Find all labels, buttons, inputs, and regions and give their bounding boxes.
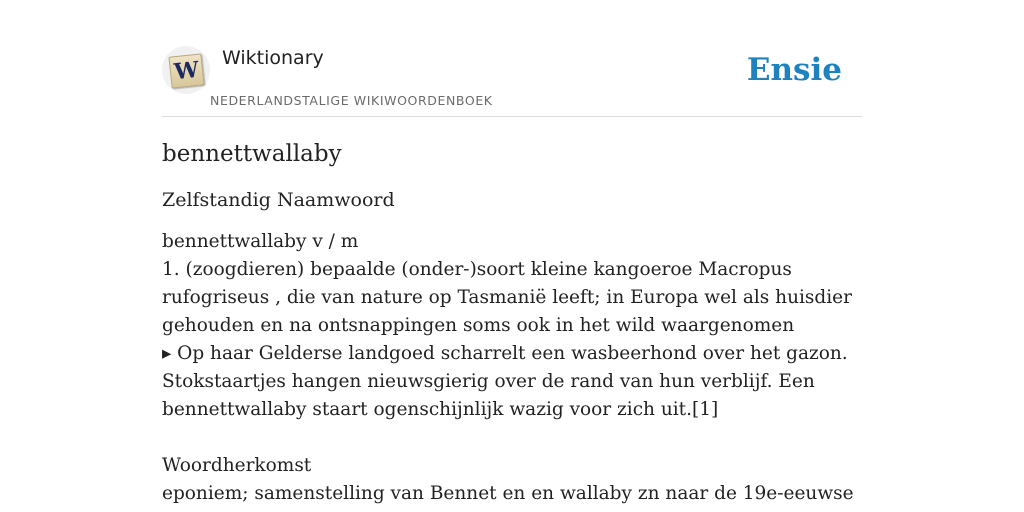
ensie-brand-link[interactable]: Ensie <box>746 52 842 88</box>
logo-letter: W <box>172 56 201 86</box>
definition-text: 1. (zoogdieren) bepaalde (onder-)soort kleine kangoeroe Macropus rufogriseus , die van nature op Tasmanië leeft; in Europa wel als huisdier gehouden en na ontsnappingen soms ook in het wild waargenomen <box>162 259 852 336</box>
logo-tile-icon <box>168 53 204 88</box>
part-of-speech-heading: Zelfstandig Naamwoord <box>162 189 395 211</box>
example-text: ▸ Op haar Gelderse landgoed scharrelt een wasbeerhond over het gazon. Stokstaartjes hangen nieuwsgierig over de rand van hun verblijf. Een bennettwallaby staart ogenschijnlijk wazig voor zich uit.[1] <box>162 343 848 420</box>
site-tagline: NEDERLANDSTALIGE WIKIWOORDENBOEK <box>210 93 493 108</box>
spacer <box>162 424 862 452</box>
wiktionary-logo[interactable] <box>162 46 210 94</box>
site-header <box>162 0 862 117</box>
headword-line: bennettwallaby v / m <box>162 231 359 252</box>
page-title: bennettwallaby <box>162 141 342 167</box>
entry-body <box>162 228 862 508</box>
etymology-heading: Woordherkomst <box>162 455 312 476</box>
entry-content <box>162 138 862 508</box>
site-name[interactable]: Wiktionary <box>222 47 324 69</box>
etymology-text: eponiem; samenstelling van Bennet en en wallaby zn naar de 19e-eeuwse <box>162 483 854 504</box>
